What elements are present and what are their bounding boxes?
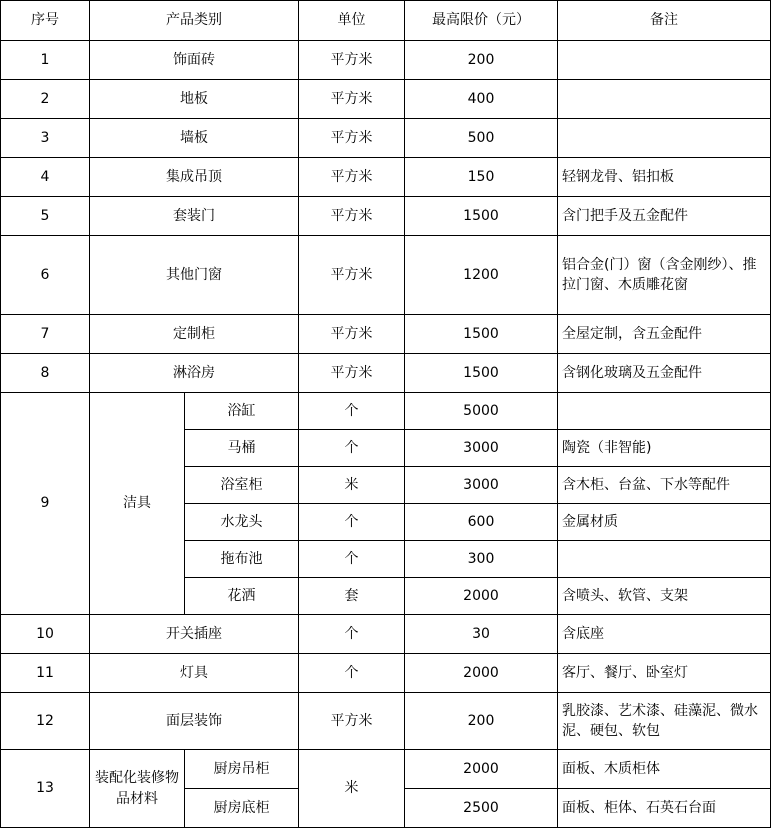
- table-row: [1, 236, 771, 315]
- cell-price: 500: [405, 119, 558, 158]
- cell-subcategory: 马桶: [185, 430, 299, 467]
- cell-no: 6: [1, 236, 90, 315]
- cell-unit: 套: [299, 578, 405, 615]
- cell-price: 150: [405, 158, 558, 197]
- cell-no: 1: [1, 41, 90, 80]
- cell-remark: [558, 80, 771, 119]
- cell-remark: [558, 541, 771, 578]
- cell-subcategory: 浴室柜: [185, 467, 299, 504]
- cell-group-label: 洁具: [90, 393, 185, 615]
- cell-unit: 平方米: [299, 354, 405, 393]
- cell-price: 2000: [405, 750, 558, 789]
- cell-remark: 面板、柜体、石英石台面: [558, 789, 771, 828]
- cell-price: 30: [405, 615, 558, 654]
- header-cell-no: 序号: [1, 1, 90, 41]
- cell-remark: [558, 41, 771, 80]
- table-row: [1, 693, 771, 750]
- cell-price: 2000: [405, 578, 558, 615]
- cell-no: 2: [1, 80, 90, 119]
- cell-group-label: 装配化装修物品材料: [90, 750, 185, 828]
- cell-subcategory: 水龙头: [185, 504, 299, 541]
- cell-remark: 全屋定制，含五金配件: [558, 315, 771, 354]
- table-row: [1, 80, 771, 119]
- cell-remark: 铝合金(门）窗（含金刚纱）、推拉门窗、木质雕花窗: [558, 236, 771, 315]
- cell-unit: 平方米: [299, 119, 405, 158]
- cell-unit: 平方米: [299, 236, 405, 315]
- cell-price: 200: [405, 693, 558, 750]
- table-body: [1, 41, 771, 828]
- cell-unit: 平方米: [299, 315, 405, 354]
- cell-remark: 金属材质: [558, 504, 771, 541]
- cell-unit: 米: [299, 467, 405, 504]
- cell-remark: 乳胶漆、艺术漆、硅藻泥、微水泥、硬包、软包: [558, 693, 771, 750]
- cell-price: 1500: [405, 354, 558, 393]
- cell-no: 8: [1, 354, 90, 393]
- cell-unit: 米: [299, 750, 405, 828]
- cell-remark: 面板、木质柜体: [558, 750, 771, 789]
- table-header: [1, 1, 771, 41]
- header-cell-category: 产品类别: [90, 1, 299, 41]
- cell-remark: 含木柜、台盆、下水等配件: [558, 467, 771, 504]
- cell-unit: 平方米: [299, 41, 405, 80]
- cell-subcategory: 厨房底柜: [185, 789, 299, 828]
- cell-no: 7: [1, 315, 90, 354]
- cell-category: 套装门: [90, 197, 299, 236]
- cell-category: 墙板: [90, 119, 299, 158]
- cell-category: 开关插座: [90, 615, 299, 654]
- cell-no: 11: [1, 654, 90, 693]
- cell-price: 1500: [405, 197, 558, 236]
- cell-subcategory: 花洒: [185, 578, 299, 615]
- cell-no: 4: [1, 158, 90, 197]
- table-row: [1, 197, 771, 236]
- cell-no: 10: [1, 615, 90, 654]
- cell-remark: 含门把手及五金配件: [558, 197, 771, 236]
- cell-price: 400: [405, 80, 558, 119]
- cell-unit: 平方米: [299, 158, 405, 197]
- cell-price: 3000: [405, 467, 558, 504]
- table-row: [1, 750, 771, 789]
- table-row: [1, 615, 771, 654]
- header-cell-remark: 备注: [558, 1, 771, 41]
- cell-unit: 个: [299, 615, 405, 654]
- header-cell-price: 最高限价（元）: [405, 1, 558, 41]
- cell-unit: 平方米: [299, 197, 405, 236]
- table-row: [1, 354, 771, 393]
- header-cell-unit: 单位: [299, 1, 405, 41]
- cell-remark: 陶瓷（非智能): [558, 430, 771, 467]
- cell-price: 1500: [405, 315, 558, 354]
- cell-category: 面层装饰: [90, 693, 299, 750]
- cell-price: 200: [405, 41, 558, 80]
- table-row: [1, 654, 771, 693]
- table-row: [1, 393, 771, 430]
- cell-price: 2000: [405, 654, 558, 693]
- cell-remark: 轻钢龙骨、铝扣板: [558, 158, 771, 197]
- cell-category: 饰面砖: [90, 41, 299, 80]
- cell-price: 2500: [405, 789, 558, 828]
- cell-no: 12: [1, 693, 90, 750]
- table-row: [1, 158, 771, 197]
- cell-remark: 含喷头、软管、支架: [558, 578, 771, 615]
- cell-category: 定制柜: [90, 315, 299, 354]
- cell-price: 3000: [405, 430, 558, 467]
- cell-no: 3: [1, 119, 90, 158]
- cell-unit: 平方米: [299, 80, 405, 119]
- cell-subcategory: 浴缸: [185, 393, 299, 430]
- cell-remark: 含底座: [558, 615, 771, 654]
- cell-price: 1200: [405, 236, 558, 315]
- cell-category: 集成吊顶: [90, 158, 299, 197]
- cell-remark: [558, 393, 771, 430]
- table-row: [1, 119, 771, 158]
- cell-category: 地板: [90, 80, 299, 119]
- cell-category: 其他门窗: [90, 236, 299, 315]
- cell-subcategory: 厨房吊柜: [185, 750, 299, 789]
- cell-remark: 含钢化玻璃及五金配件: [558, 354, 771, 393]
- cell-unit: 个: [299, 504, 405, 541]
- cell-unit: 个: [299, 654, 405, 693]
- cell-no: 5: [1, 197, 90, 236]
- cell-price: 5000: [405, 393, 558, 430]
- table-row: [1, 315, 771, 354]
- cell-subcategory: 拖布池: [185, 541, 299, 578]
- cell-unit: 平方米: [299, 693, 405, 750]
- cell-category: 淋浴房: [90, 354, 299, 393]
- cell-remark: [558, 119, 771, 158]
- cell-category: 灯具: [90, 654, 299, 693]
- cell-unit: 个: [299, 430, 405, 467]
- cell-unit: 个: [299, 541, 405, 578]
- cell-no: 9: [1, 393, 90, 615]
- cell-remark: 客厅、餐厅、卧室灯: [558, 654, 771, 693]
- cell-price: 300: [405, 541, 558, 578]
- cell-no: 13: [1, 750, 90, 828]
- table-row: [1, 41, 771, 80]
- cell-price: 600: [405, 504, 558, 541]
- cell-unit: 个: [299, 393, 405, 430]
